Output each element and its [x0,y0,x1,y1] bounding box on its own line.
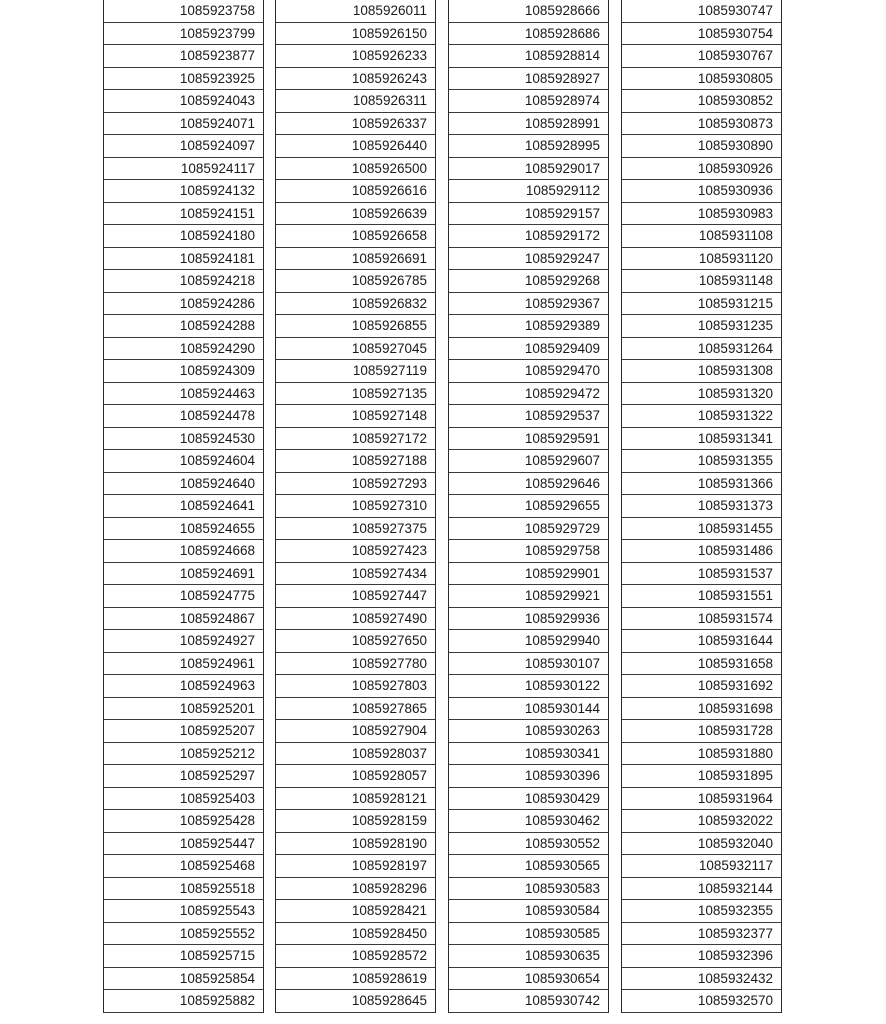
table-cell: 1085929607 [449,450,608,473]
table-cell: 1085930583 [449,878,608,901]
table-cell: 1085929940 [449,630,608,653]
table-cell: 1085932396 [622,945,781,968]
table-cell: 1085927490 [276,608,435,631]
table-cell: 1085924961 [104,653,263,676]
table-cell: 1085931658 [622,653,781,676]
table-cell: 1085929367 [449,293,608,316]
table-cell: 1085930396 [449,765,608,788]
number-column-4 [621,0,782,1013]
table-cell: 1085930263 [449,720,608,743]
table-cell: 1085931355 [622,450,781,473]
table-cell: 1085927803 [276,675,435,698]
table-cell: 1085924309 [104,360,263,383]
table-cell: 1085925518 [104,878,263,901]
table-cell: 1085923799 [104,23,263,46]
table-cell: 1085927135 [276,383,435,406]
table-cell: 1085929112 [449,180,608,203]
table-cell: 1085924867 [104,608,263,631]
table-cell: 1085930742 [449,990,608,1013]
table-cell: 1085927148 [276,405,435,428]
table-cell: 1085930565 [449,855,608,878]
table-cell: 1085926440 [276,135,435,158]
table-cell: 1085926150 [276,23,435,46]
table-cell: 1085927375 [276,518,435,541]
table-cell: 1085925543 [104,900,263,923]
table-cell: 1085928121 [276,788,435,811]
table-cell: 1085930107 [449,653,608,676]
table-cell: 1085929646 [449,473,608,496]
table-cell: 1085928927 [449,68,608,91]
table-cell: 1085924641 [104,495,263,518]
number-column-3 [448,0,609,1013]
table-cell: 1085929537 [449,405,608,428]
table-cell: 1085924775 [104,585,263,608]
number-column-1 [103,0,264,1013]
table-cell: 1085924963 [104,675,263,698]
table-cell: 1085928686 [449,23,608,46]
table-cell: 1085931692 [622,675,781,698]
table-cell: 1085929017 [449,158,608,181]
table-cell: 1085928057 [276,765,435,788]
table-cell: 1085928572 [276,945,435,968]
table-cell: 1085931486 [622,540,781,563]
table-cell: 1085931108 [622,225,781,248]
table-cell: 1085926832 [276,293,435,316]
table-cell: 1085924286 [104,293,263,316]
table-cell: 1085931320 [622,383,781,406]
table-cell: 1085929470 [449,360,608,383]
table-cell: 1085924218 [104,270,263,293]
table-cell: 1085926011 [276,0,435,23]
table-cell: 1085928645 [276,990,435,1013]
table-cell: 1085924927 [104,630,263,653]
table-cell: 1085929758 [449,540,608,563]
table-cell: 1085930341 [449,743,608,766]
table-cell: 1085931308 [622,360,781,383]
table-cell: 1085930890 [622,135,781,158]
table-cell: 1085929591 [449,428,608,451]
table-cell: 1085927434 [276,563,435,586]
table-cell: 1085924668 [104,540,263,563]
table-cell: 1085924691 [104,563,263,586]
table-cell: 1085932570 [622,990,781,1013]
table-cell: 1085925468 [104,855,263,878]
table-cell: 1085924151 [104,203,263,226]
table-cell: 1085924288 [104,315,263,338]
table-cell: 1085928296 [276,878,435,901]
table-cell: 1085930754 [622,23,781,46]
table-cell: 1085930122 [449,675,608,698]
table-cell: 1085931644 [622,630,781,653]
table-cell: 1085928974 [449,90,608,113]
table-cell: 1085932144 [622,878,781,901]
table-cell: 1085924071 [104,113,263,136]
table-cell: 1085926691 [276,248,435,271]
table-cell: 1085929936 [449,608,608,631]
table-cell: 1085929901 [449,563,608,586]
table-cell: 1085930654 [449,968,608,991]
table-cell: 1085929409 [449,338,608,361]
table-cell: 1085928619 [276,968,435,991]
table-cell: 1085928814 [449,45,608,68]
table-cell: 1085930926 [622,158,781,181]
table-cell: 1085925552 [104,923,263,946]
table-cell: 1085927904 [276,720,435,743]
table-cell: 1085931322 [622,405,781,428]
table-cell: 1085924043 [104,90,263,113]
table-cell: 1085925428 [104,810,263,833]
table-cell: 1085925403 [104,788,263,811]
table-cell: 1085923925 [104,68,263,91]
table-cell: 1085930747 [622,0,781,23]
table-cell: 1085926658 [276,225,435,248]
table-cell: 1085929921 [449,585,608,608]
table-cell: 1085923758 [104,0,263,23]
table-cell: 1085930144 [449,698,608,721]
table-cell: 1085925212 [104,743,263,766]
table-cell: 1085924604 [104,450,263,473]
table-cell: 1085927650 [276,630,435,653]
table-cell: 1085931215 [622,293,781,316]
table-cell: 1085928037 [276,743,435,766]
table-cell: 1085928450 [276,923,435,946]
table-cell: 1085932117 [622,855,781,878]
table-cell: 1085927045 [276,338,435,361]
table-cell: 1085931235 [622,315,781,338]
table-cell: 1085929172 [449,225,608,248]
table-cell: 1085924117 [104,158,263,181]
table-cell: 1085930584 [449,900,608,923]
table-cell: 1085929729 [449,518,608,541]
table-cell: 1085926855 [276,315,435,338]
table-cell: 1085927310 [276,495,435,518]
table-cell: 1085932355 [622,900,781,923]
table-cell: 1085930767 [622,45,781,68]
table-cell: 1085930936 [622,180,781,203]
table-cell: 1085932040 [622,833,781,856]
table-cell: 1085928421 [276,900,435,923]
number-column-2 [275,0,436,1013]
table-cell: 1085923877 [104,45,263,68]
table-cell: 1085931698 [622,698,781,721]
table-cell: 1085931728 [622,720,781,743]
table-cell: 1085927172 [276,428,435,451]
table-cell: 1085926243 [276,68,435,91]
table-cell: 1085924290 [104,338,263,361]
table-cell: 1085928159 [276,810,435,833]
table-cell: 1085924640 [104,473,263,496]
table-cell: 1085928666 [449,0,608,23]
table-cell: 1085930805 [622,68,781,91]
table-cell: 1085930585 [449,923,608,946]
table-cell: 1085926311 [276,90,435,113]
table-cell: 1085926500 [276,158,435,181]
table-cell: 1085927423 [276,540,435,563]
table-cell: 1085931341 [622,428,781,451]
table-cell: 1085927188 [276,450,435,473]
table-cell: 1085926785 [276,270,435,293]
table-cell: 1085932377 [622,923,781,946]
table-cell: 1085928991 [449,113,608,136]
table-cell: 1085931551 [622,585,781,608]
table-cell: 1085931895 [622,765,781,788]
table-cell: 1085929157 [449,203,608,226]
table-cell: 1085924463 [104,383,263,406]
table-cell: 1085926639 [276,203,435,226]
table-cell: 1085930429 [449,788,608,811]
table-cell: 1085927780 [276,653,435,676]
table-cell: 1085928197 [276,855,435,878]
table-cell: 1085932432 [622,968,781,991]
table-cell: 1085931537 [622,563,781,586]
table-cell: 1085929247 [449,248,608,271]
table-cell: 1085926233 [276,45,435,68]
table-cell: 1085930852 [622,90,781,113]
table-cell: 1085926337 [276,113,435,136]
table-cell: 1085930873 [622,113,781,136]
table-cell: 1085931148 [622,270,781,293]
table-cell: 1085924132 [104,180,263,203]
table-cell: 1085930552 [449,833,608,856]
table-cell: 1085932022 [622,810,781,833]
table-cell: 1085924097 [104,135,263,158]
table-cell: 1085925201 [104,698,263,721]
table-cell: 1085931120 [622,248,781,271]
table-cell: 1085924655 [104,518,263,541]
table-cell: 1085930462 [449,810,608,833]
table-cell: 1085929472 [449,383,608,406]
table-cell: 1085928995 [449,135,608,158]
table-cell: 1085931964 [622,788,781,811]
table-cell: 1085925882 [104,990,263,1013]
table-cell: 1085928190 [276,833,435,856]
table-cell: 1085925447 [104,833,263,856]
table-cell: 1085931574 [622,608,781,631]
table-cell: 1085930635 [449,945,608,968]
table-cell: 1085924478 [104,405,263,428]
table-cell: 1085927119 [276,360,435,383]
table-cell: 1085931366 [622,473,781,496]
table-cell: 1085931264 [622,338,781,361]
table-cell: 1085926616 [276,180,435,203]
table-cell: 1085929268 [449,270,608,293]
table-cell: 1085924180 [104,225,263,248]
table-cell: 1085927865 [276,698,435,721]
table-cell: 1085929389 [449,315,608,338]
table-cell: 1085924181 [104,248,263,271]
table-cell: 1085931455 [622,518,781,541]
table-cell: 1085927293 [276,473,435,496]
table-cell: 1085931373 [622,495,781,518]
table-cell: 1085929655 [449,495,608,518]
table-cell: 1085924530 [104,428,263,451]
table-cell: 1085931880 [622,743,781,766]
table-cell: 1085925854 [104,968,263,991]
table-cell: 1085925207 [104,720,263,743]
table-cell: 1085930983 [622,203,781,226]
table-cell: 1085927447 [276,585,435,608]
table-cell: 1085925715 [104,945,263,968]
table-cell: 1085925297 [104,765,263,788]
